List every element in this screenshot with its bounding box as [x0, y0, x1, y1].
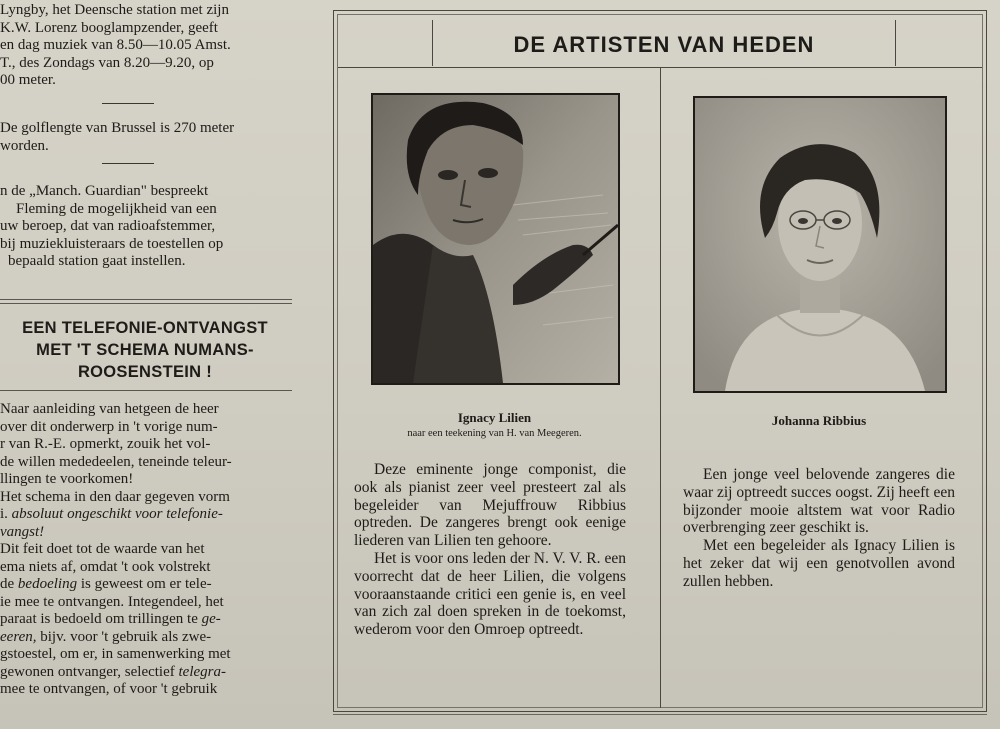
caption-name-ribbius: Johanna Ribbius	[771, 413, 867, 428]
text-line: is geweest om er tele-	[80, 576, 212, 592]
text-line: gewonen ontvanger, selectief	[0, 663, 175, 680]
section-rule	[0, 299, 292, 300]
text-line: Naar aanleiding van hetgeen de heer	[0, 401, 219, 417]
text-line-italic: eeren,	[0, 628, 37, 645]
text-line: ema niets af, omdat 't ook volstrekt	[0, 558, 211, 575]
separator-rule	[102, 163, 154, 164]
heading-line: ROOSENSTEIN !	[77, 363, 213, 381]
text-line: ie mee te ontvangen. Integendeel, het	[0, 593, 224, 610]
text-line: bij muziekluisteraars de toestellen op	[0, 235, 224, 252]
text-line: de willen mededeelen, teneinde teleur-	[0, 453, 232, 470]
text-line: mee te ontvangen, of voor 't gebruik	[0, 681, 218, 697]
text-line: Fleming de mogelijkheid van een	[16, 200, 217, 217]
left-paragraph-brussel	[0, 120, 296, 155]
text-line: T., des Zondags van 8.20—9.20, op	[0, 54, 214, 71]
paragraph: Met een begeleider als Ignacy Lilien is het zeker dat wij een genotvollen avond zullen hebben.	[683, 537, 955, 590]
text-line-italic: bedoeling	[17, 576, 78, 592]
text-line: bijv. voor 't gebruik als zwe-	[40, 628, 212, 645]
text-line-italic: telegra-	[178, 663, 226, 680]
caption-credit-lilien: naar een teekening van H. van Meegeren.	[407, 428, 582, 439]
left-paragraph-lyngby	[0, 2, 296, 90]
text-line: de	[0, 576, 15, 592]
text-line: gstoestel, om er, in samenwerking met	[0, 646, 231, 662]
text-line: K.W. Lorenz booglampzender, geeft	[0, 19, 218, 36]
text-line: bepaald station gaat instellen.	[8, 253, 186, 269]
paragraph: Het is voor ons leden der N. V. V. R. een voorrecht dat de heer Lilien, die volgens vooraanstaande critici een genie is, en veel van zich zal doen spreken in de toekomst, wederom voor den Omroep optreedt.	[354, 549, 626, 639]
text-line: n de „Manch. Guardian" bespreekt	[0, 183, 209, 199]
portrait-photo-ribbius	[693, 96, 947, 393]
heading-line: MET 'T SCHEMA NUMANS-	[36, 341, 254, 359]
article-title: DE ARTISTEN VAN HEDEN	[513, 32, 815, 57]
left-paragraph-guardian	[0, 183, 296, 271]
text-line-italic: ge-	[201, 611, 221, 627]
column-divider	[660, 68, 661, 708]
title-box	[432, 20, 896, 66]
portrait-drawing-lilien	[371, 93, 620, 385]
heading-line: EEN TELEFONIE-ONTVANGST	[22, 319, 268, 337]
text-line: uw beroep, dat van radioafstemmer,	[0, 218, 216, 234]
heading-rule	[0, 390, 292, 391]
separator-rule	[102, 103, 154, 104]
left-column	[0, 0, 300, 729]
text-line-italic: absoluut ongeschikt voor telefonie-	[11, 506, 223, 522]
text-line: De golflengte van Brussel is 270 meter	[0, 120, 235, 136]
left-article-heading	[0, 317, 290, 383]
text-line: Dit feit doet tot de waarde van het	[0, 541, 205, 557]
text-line-italic: vangst!	[0, 523, 45, 540]
lilien-description	[354, 461, 626, 639]
text-line: en dag muziek van 8.50—10.05 Amst.	[0, 37, 231, 53]
text-line: worden.	[0, 137, 49, 154]
text-line: Lyngby, het Deensche station met zijn	[0, 2, 229, 18]
text-line: llingen te voorkomen!	[0, 471, 134, 487]
left-article-body	[0, 401, 290, 699]
text-line: r van R.-E. opmerkt, zouik het vol-	[0, 436, 211, 452]
text-line: 00 meter.	[0, 72, 56, 88]
paragraph: Een jonge veel belovende zangeres die waar zij optreedt succes oogst. Zij heeft een bijzonder mooie altstem wat voor Radio overbrenging zeer geschikt is.	[683, 466, 955, 537]
paragraph: Deze eminente jonge componist, die ook als pianist zeer veel presteert zal als begeleider van Mejuffrouw Ribbius optreden. De zangeres brengt ook eenige liederen van Lilien ten gehoore.	[354, 461, 626, 550]
text-line: over dit onderwerp in 't vorige num-	[0, 418, 218, 435]
ribbius-photo-image	[695, 98, 945, 391]
caption-name-lilien: Ignacy Lilien	[457, 410, 532, 425]
bottom-rule	[333, 714, 987, 715]
section-rule	[0, 303, 292, 304]
title-bar	[338, 15, 982, 68]
text-line: i.	[0, 506, 8, 522]
lilien-drawing-image	[373, 95, 618, 383]
text-line: paraat is bedoeld om trillingen te	[0, 611, 198, 627]
ribbius-description	[683, 466, 955, 591]
text-line: Het schema in den daar gegeven vorm	[0, 488, 230, 505]
